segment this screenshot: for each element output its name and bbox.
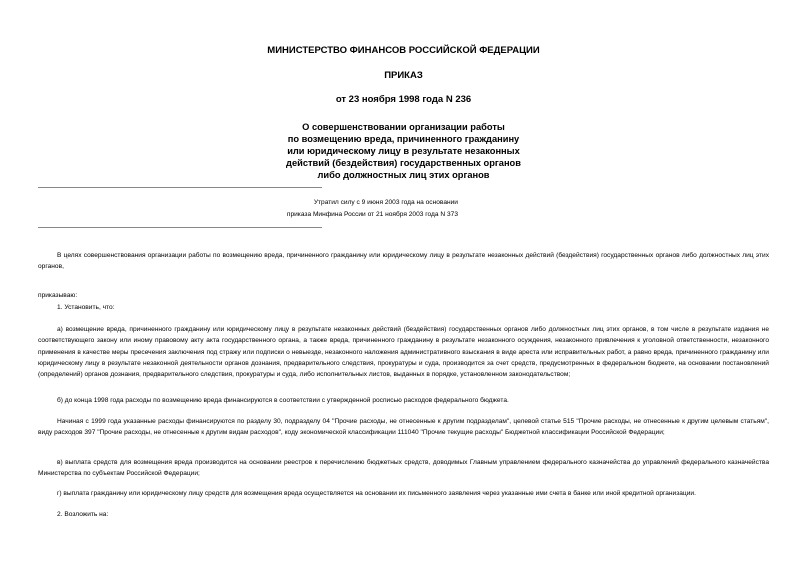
- status-note-line2: приказа Минфина России от 21 ноября 2003 года N 373: [286, 211, 458, 218]
- divider-top: [38, 187, 322, 188]
- ministry-heading: МИНИСТЕРСТВО ФИНАНСОВ РОССИЙСКОЙ ФЕДЕРАЦИИ: [267, 45, 540, 56]
- divider-bottom: [38, 227, 322, 228]
- status-note-line1: Утратил силу с 9 июня 2003 года на основании: [313, 199, 458, 206]
- item-g-paragraph: г) выплата гражданину или юридическому лицу средств для возмещения вреда осуществляется на основании их письменного заявления через указанные ими счета в банке или иной кредитной организации.: [57, 490, 696, 497]
- document-type: ПРИКАЗ: [384, 70, 423, 81]
- title-line: О совершенствовании организации работы: [302, 122, 505, 132]
- title-line: либо должностных лиц этих органов: [317, 170, 490, 180]
- item-a-paragraph: а) возмещение вреда, причиненного гражданину или юридическому лицу в результате незаконных действий (бездействия) государственных органов либо должностных лиц этих органов, в том числе в результате издания не соответствующего закону или иному правовому акту акта государственного органа, а также вреда, причиненного гражданину в результате незаконного осуждения, незаконного привлечения к уголовной ответственности, незаконного применения в качестве меры пресечения заключения под стражу или подписки о невыезде, незаконного наложения административного взыскания в виде ареста или исправительных работ, а равно вреда, причиненного гражданину или юридическому лицу в результате незаконной деятельности органов дознания, предварительного следствия, прокуратуры и суда, производится за счет средств, предусмотренных в федеральном бюджете, на основании постановлений (определений) органов дознания, предварительного следствия, прокуратуры и суда, либо исполнительных листов, выданных в порядке, установленном законодательством;: [38, 326, 769, 379]
- document-title: [0, 121, 807, 181]
- title-line: по возмещению вреда, причиненного гражданину: [287, 134, 520, 144]
- item-2: 2. Возложить на:: [57, 511, 109, 518]
- preamble-paragraph: В целях совершенствования организации работы по возмещению вреда, причиненного гражданину или юридическому лицу в результате незаконных действий (бездействия) государственных органов либо должностных лиц этих органов,: [38, 252, 769, 271]
- item-1: 1. Установить, что:: [57, 304, 115, 311]
- title-line: или юридическому лицу в результате незаконных: [287, 146, 520, 156]
- title-line: действий (бездействия) государственных органов: [286, 158, 521, 168]
- item-v-paragraph: в) выплата средств для возмещения вреда производится на основании реестров к перечислению бюджетных средств, доводимых Главным управлением федерального казначейства до управлений федерального казначейства Министерства по субъектам Российской Федерации;: [38, 459, 769, 478]
- order-word: приказываю:: [38, 292, 78, 299]
- item-b-funding-paragraph: Начиная с 1999 года указанные расходы финансируются по разделу 30, подразделу 04 "Прочие расходы, не отнесенные к другим подразделам", целевой статье 515 "Прочие расходы, не отнесенные к другим целевым статьям", виду расходов 397 "Прочие расходы, не отнесенные к другим видам расходов", коду экономической классификации 111040 "Прочие текущие расходы" Бюджетной классификации Российской Федерации;: [38, 418, 769, 437]
- document-date-number: от 23 ноября 1998 года N 236: [335, 94, 472, 105]
- item-b-paragraph: б) до конца 1998 года расходы по возмещению вреда финансируются в соответствии с утвержденной росписью расходов федерального бюджета.: [57, 397, 509, 404]
